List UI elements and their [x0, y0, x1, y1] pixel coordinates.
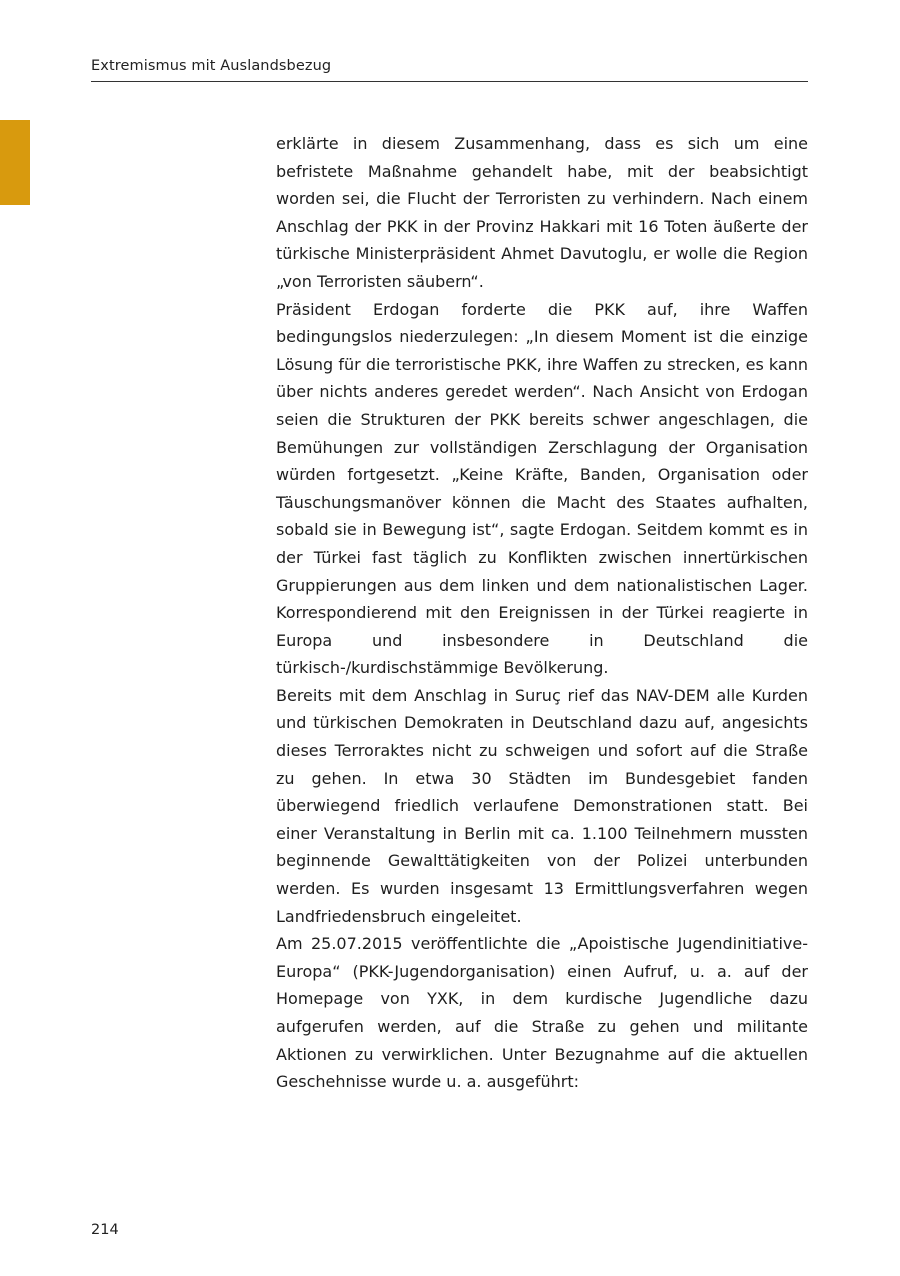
page-number: 214	[91, 1222, 119, 1238]
header-divider	[91, 81, 808, 82]
paragraph-3: Bereits mit dem Anschlag in Suruç rief das NAV-DEM alle Kurden und türkischen Demokraten in Deutschland dazu auf, angesichts dieses Terroraktes nicht zu schweigen und sofort auf die Straße zu gehen. In etwa 30 Städten im Bundesgebiet fanden überwiegend friedlich verlaufene Demonstrationen statt. Bei einer Veranstaltung in Berlin mit ca. 1.100 Teilnehmern mussten beginnende Gewalttätigkeiten von der Polizei unterbunden werden. Es wurden insgesamt 13 Ermittlungsverfahren wegen Landfriedensbruch eingeleitet.	[276, 685, 808, 926]
running-header: Extremismus mit Auslandsbezug	[91, 58, 332, 74]
body-text	[276, 130, 808, 1096]
paragraph-4: Am 25.07.2015 veröffentlichte die „Apoistische Jugendinitiative-Europa“ (PKK-Jugendorganisation) einen Aufruf, u. a. auf der Homepage von YXK, in dem kurdische Jugendliche dazu aufgerufen werden, auf die Straße zu gehen und militante Aktionen zu verwirklichen. Unter Bezugnahme auf die aktuellen Geschehnisse wurde u. a. ausgeführt:	[276, 934, 808, 1092]
paragraph-2: Präsident Erdogan forderte die PKK auf, ihre Waffen bedingungslos niederzulegen: „In diesem Moment ist die einzige Lösung für die terroristische PKK, ihre Waffen zu strecken, es kann über nichts anderes geredet werden“. Nach Ansicht von Erdogan seien die Strukturen der PKK bereits schwer angeschlagen, die Bemühungen zur vollständigen Zerschlagung der Organisation würden fortgesetzt. „Keine Kräfte, Banden, Organisation oder Täuschungsmanöver können die Macht des Staates aufhalten, sobald sie in Bewegung ist“, sagte Erdogan. Seitdem kommt es in der Türkei fast täglich zu Konflikten zwischen innertürkischen Gruppierungen aus dem linken und dem nationalistischen Lager. Korrespondierend mit den Ereignissen in der Türkei reagierte in Europa und insbesondere in Deutschland die türkisch-/kurdischstämmige Bevölkerung.	[276, 299, 808, 678]
paragraph-1: erklärte in diesem Zusammenhang, dass es sich um eine befristete Maßnahme gehandelt habe, mit der beabsichtigt worden sei, die Flucht der Terroristen zu verhindern. Nach einem Anschlag der PKK in der Provinz Hakkari mit 16 Toten äußerte der türkische Ministerpräsident Ahmet Davutoglu, er wolle die Region „von Terroristen säubern“.	[276, 134, 808, 291]
chapter-accent-tab	[0, 120, 30, 205]
